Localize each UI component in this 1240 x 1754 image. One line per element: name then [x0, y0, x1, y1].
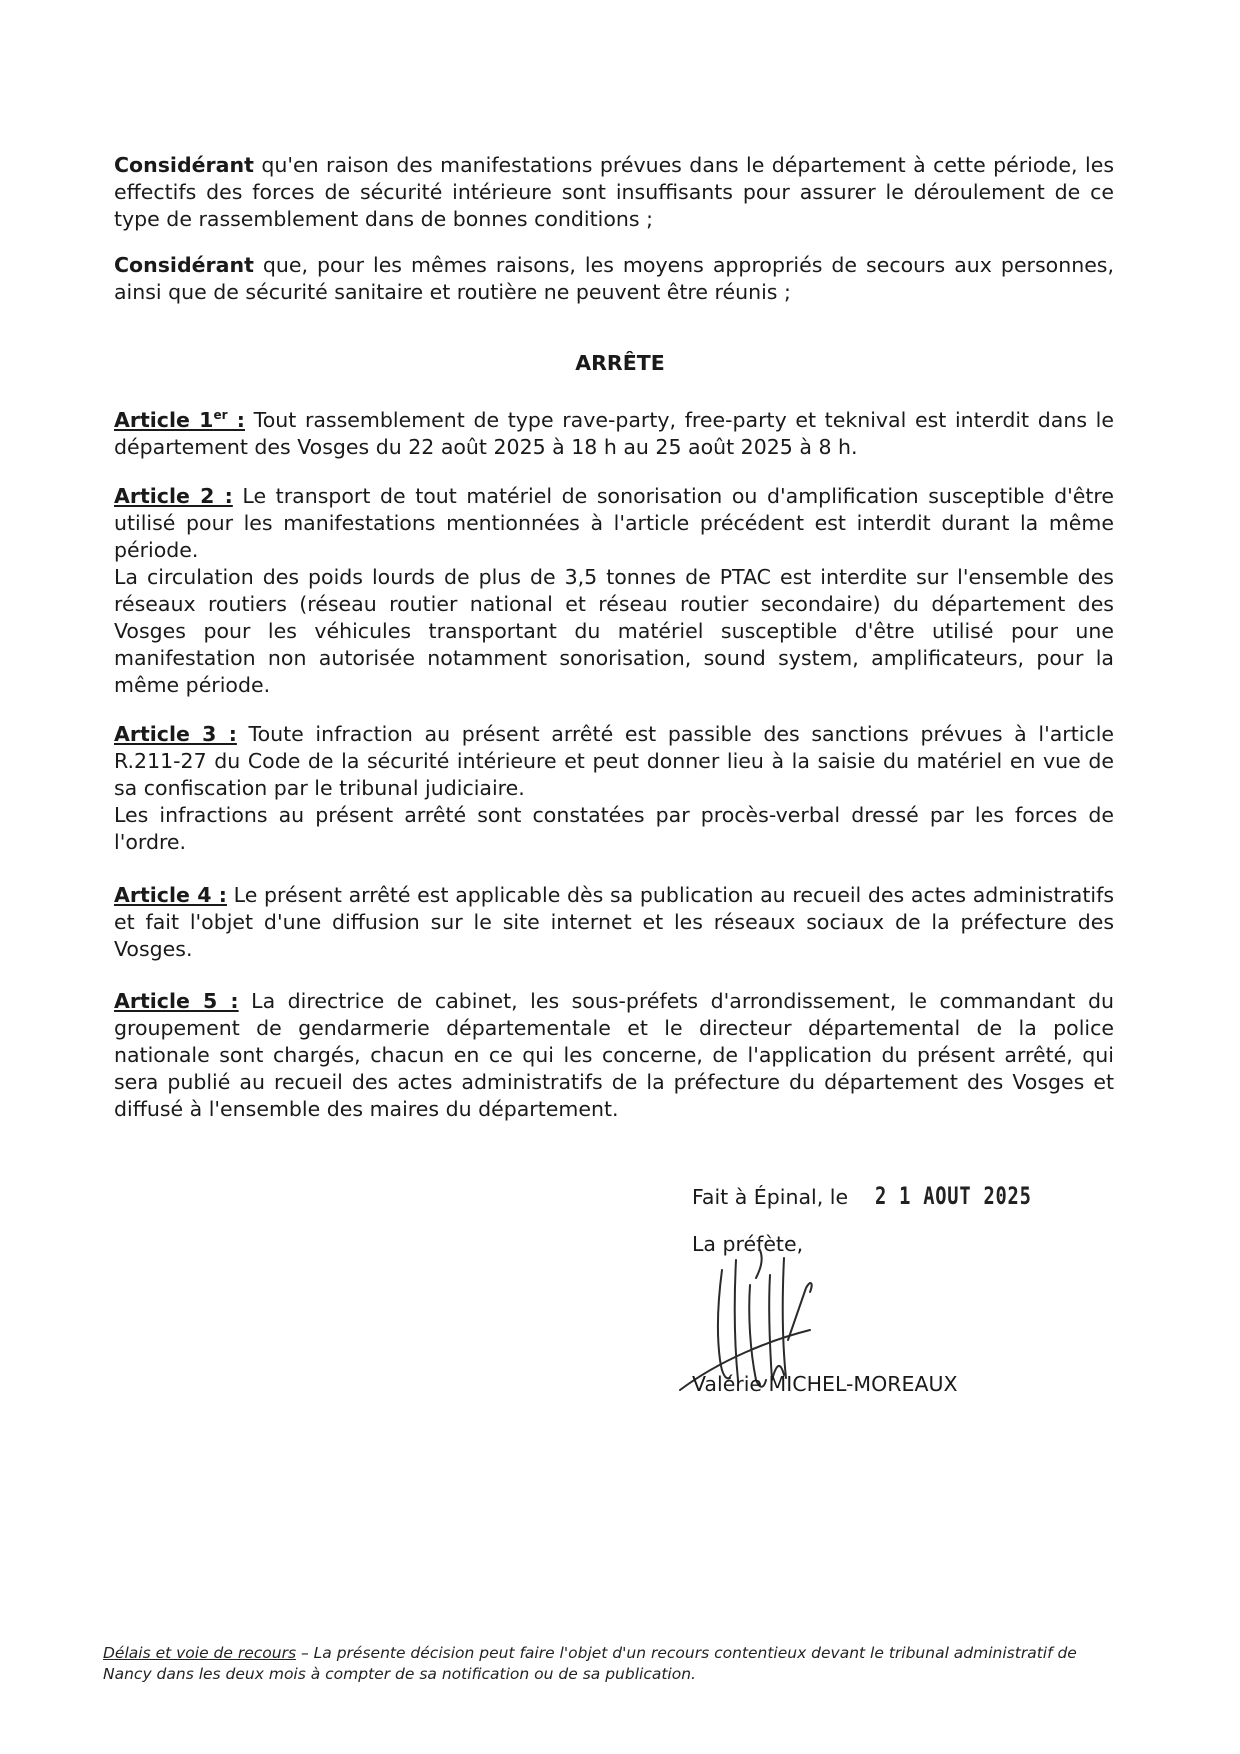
article-2 — [114, 483, 1114, 699]
signatory-name: Valérie MICHEL-MOREAUX — [692, 1372, 958, 1396]
article-5-text: La directrice de cabinet, les sous-préfets d'arrondissement, le commandant du groupement de gendarmerie départementale et le directeur départemental de la police nationale sont chargés, chacun en ce qui les concerne, de l'application du présent arrêté, qui sera publié au recueil des actes administratifs de la préfecture du département des Vosges et diffusé à l'ensemble des maires du département. — [114, 989, 1114, 1121]
article-3-paragraph-2: Les infractions au présent arrêté sont constatées par procès-verbal dressé par les forces de l'ordre. — [114, 803, 1114, 854]
appeal-notice-text: – La présente décision peut faire l'objet d'un recours contentieux devant le tribunal administratif de Nancy dans les deux mois à compter de sa notification ou de sa publication. — [103, 1644, 1077, 1683]
article-4-label: Article 4 : — [114, 883, 227, 907]
appeal-notice-label: Délais et voie de recours — [103, 1644, 297, 1662]
signature-place-date — [692, 1182, 1075, 1210]
considerant-2 — [114, 252, 1114, 306]
considerant-label: Considérant — [114, 153, 254, 177]
signature-role: La préfète, — [692, 1232, 804, 1256]
signature-place: Fait à Épinal, le — [692, 1185, 849, 1209]
article-5-label: Article 5 : — [114, 989, 239, 1013]
article-3-text: Toute infraction au présent arrêté est passible des sanctions prévues à l'article R.211-27 du Code de la sécurité intérieure et peut donner lieu à la saisie du matériel en vue de sa confiscation par le tribunal judiciaire. — [114, 722, 1115, 800]
article-4 — [114, 882, 1114, 963]
considerant-label: Considérant — [114, 253, 254, 277]
considerant-text: que, pour les mêmes raisons, les moyens appropriés de secours aux personnes, ainsi que de sécurité sanitaire et routière ne peuvent être réunis ; — [114, 253, 1114, 304]
date-stamp: 2 1 AOUT 2025 — [874, 1182, 1032, 1210]
article-2-paragraph-2: La circulation des poids lourds de plus de 3,5 tonnes de PTAC est interdite sur l'ensemble des réseaux routiers (réseau routier national et réseau routier secondaire) du département des Vosges pour les véhicules transportant du matériel susceptible d'être utilisé pour une manifestation non autorisée notamment sonorisation, sound system, amplificateurs, pour la même période. — [114, 565, 1114, 697]
article-5 — [114, 988, 1114, 1123]
article-3-label: Article 3 : — [114, 722, 237, 746]
article-1-text: Tout rassemblement de type rave-party, free-party et teknival est interdit dans le département des Vosges du 22 août 2025 à 18 h au 25 août 2025 à 8 h. — [114, 407, 1114, 459]
article-3 — [114, 721, 1114, 856]
appeal-notice — [103, 1643, 1113, 1685]
article-1-label: Article 1er : — [114, 407, 245, 432]
decree-heading: ARRÊTE — [575, 351, 665, 375]
considerant-text: qu'en raison des manifestations prévues dans le département à cette période, les effectifs des forces de sécurité intérieure sont insuffisants pour assurer le déroulement de ce type de rassemblement dans de bonnes conditions ; — [114, 153, 1114, 231]
considerant-1 — [114, 152, 1114, 233]
article-1 — [114, 402, 1114, 461]
article-2-text: Le transport de tout matériel de sonorisation ou d'amplification susceptible d'être utilisé pour les manifestations mentionnées à l'article précédent est interdit durant la même période. — [114, 484, 1114, 562]
article-4-text: Le présent arrêté est applicable dès sa publication au recueil des actes administratifs et fait l'objet d'une diffusion sur le site internet et les réseaux sociaux de la préfecture des Vosges. — [114, 883, 1115, 961]
article-2-label: Article 2 : — [114, 484, 233, 508]
